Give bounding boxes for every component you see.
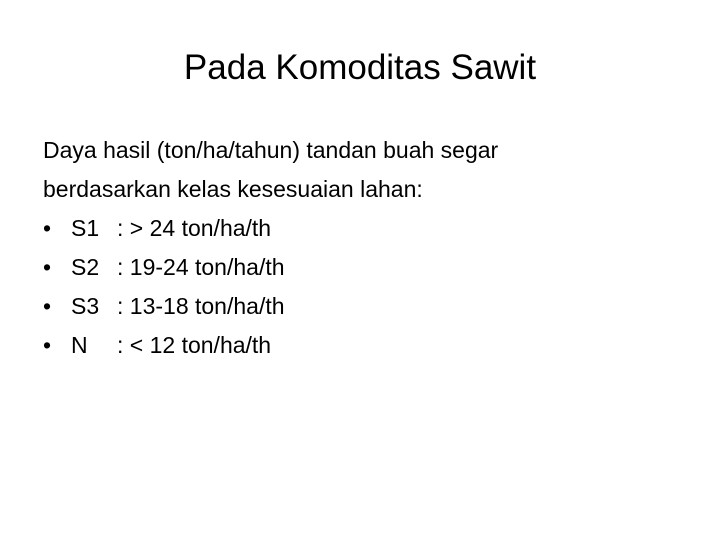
list-item-n xyxy=(43,326,703,365)
list-item-s2 xyxy=(43,248,703,287)
class-yield: : < 12 ton/ha/th xyxy=(117,332,272,358)
bullet-icon: • xyxy=(43,332,52,358)
class-yield: : 19-24 ton/ha/th xyxy=(117,254,285,280)
list-item-s3 xyxy=(43,287,703,326)
bullet-icon: • xyxy=(43,254,52,280)
list-item-s1 xyxy=(43,209,703,248)
slide-body xyxy=(43,131,703,365)
intro-line-2: berdasarkan kelas kesesuaian lahan: xyxy=(43,176,423,202)
class-code: S2 xyxy=(71,254,100,280)
class-code: S3 xyxy=(71,293,100,319)
class-yield: : > 24 ton/ha/th xyxy=(117,215,272,241)
suitability-class-list xyxy=(43,209,703,365)
slide-title: Pada Komoditas Sawit xyxy=(183,48,537,87)
class-code: N xyxy=(71,332,88,358)
class-code: S1 xyxy=(71,215,100,241)
class-yield: : 13-18 ton/ha/th xyxy=(117,293,285,319)
intro-line-1: Daya hasil (ton/ha/tahun) tandan buah segar xyxy=(43,137,499,163)
bullet-icon: • xyxy=(43,215,52,241)
bullet-icon: • xyxy=(43,293,52,319)
